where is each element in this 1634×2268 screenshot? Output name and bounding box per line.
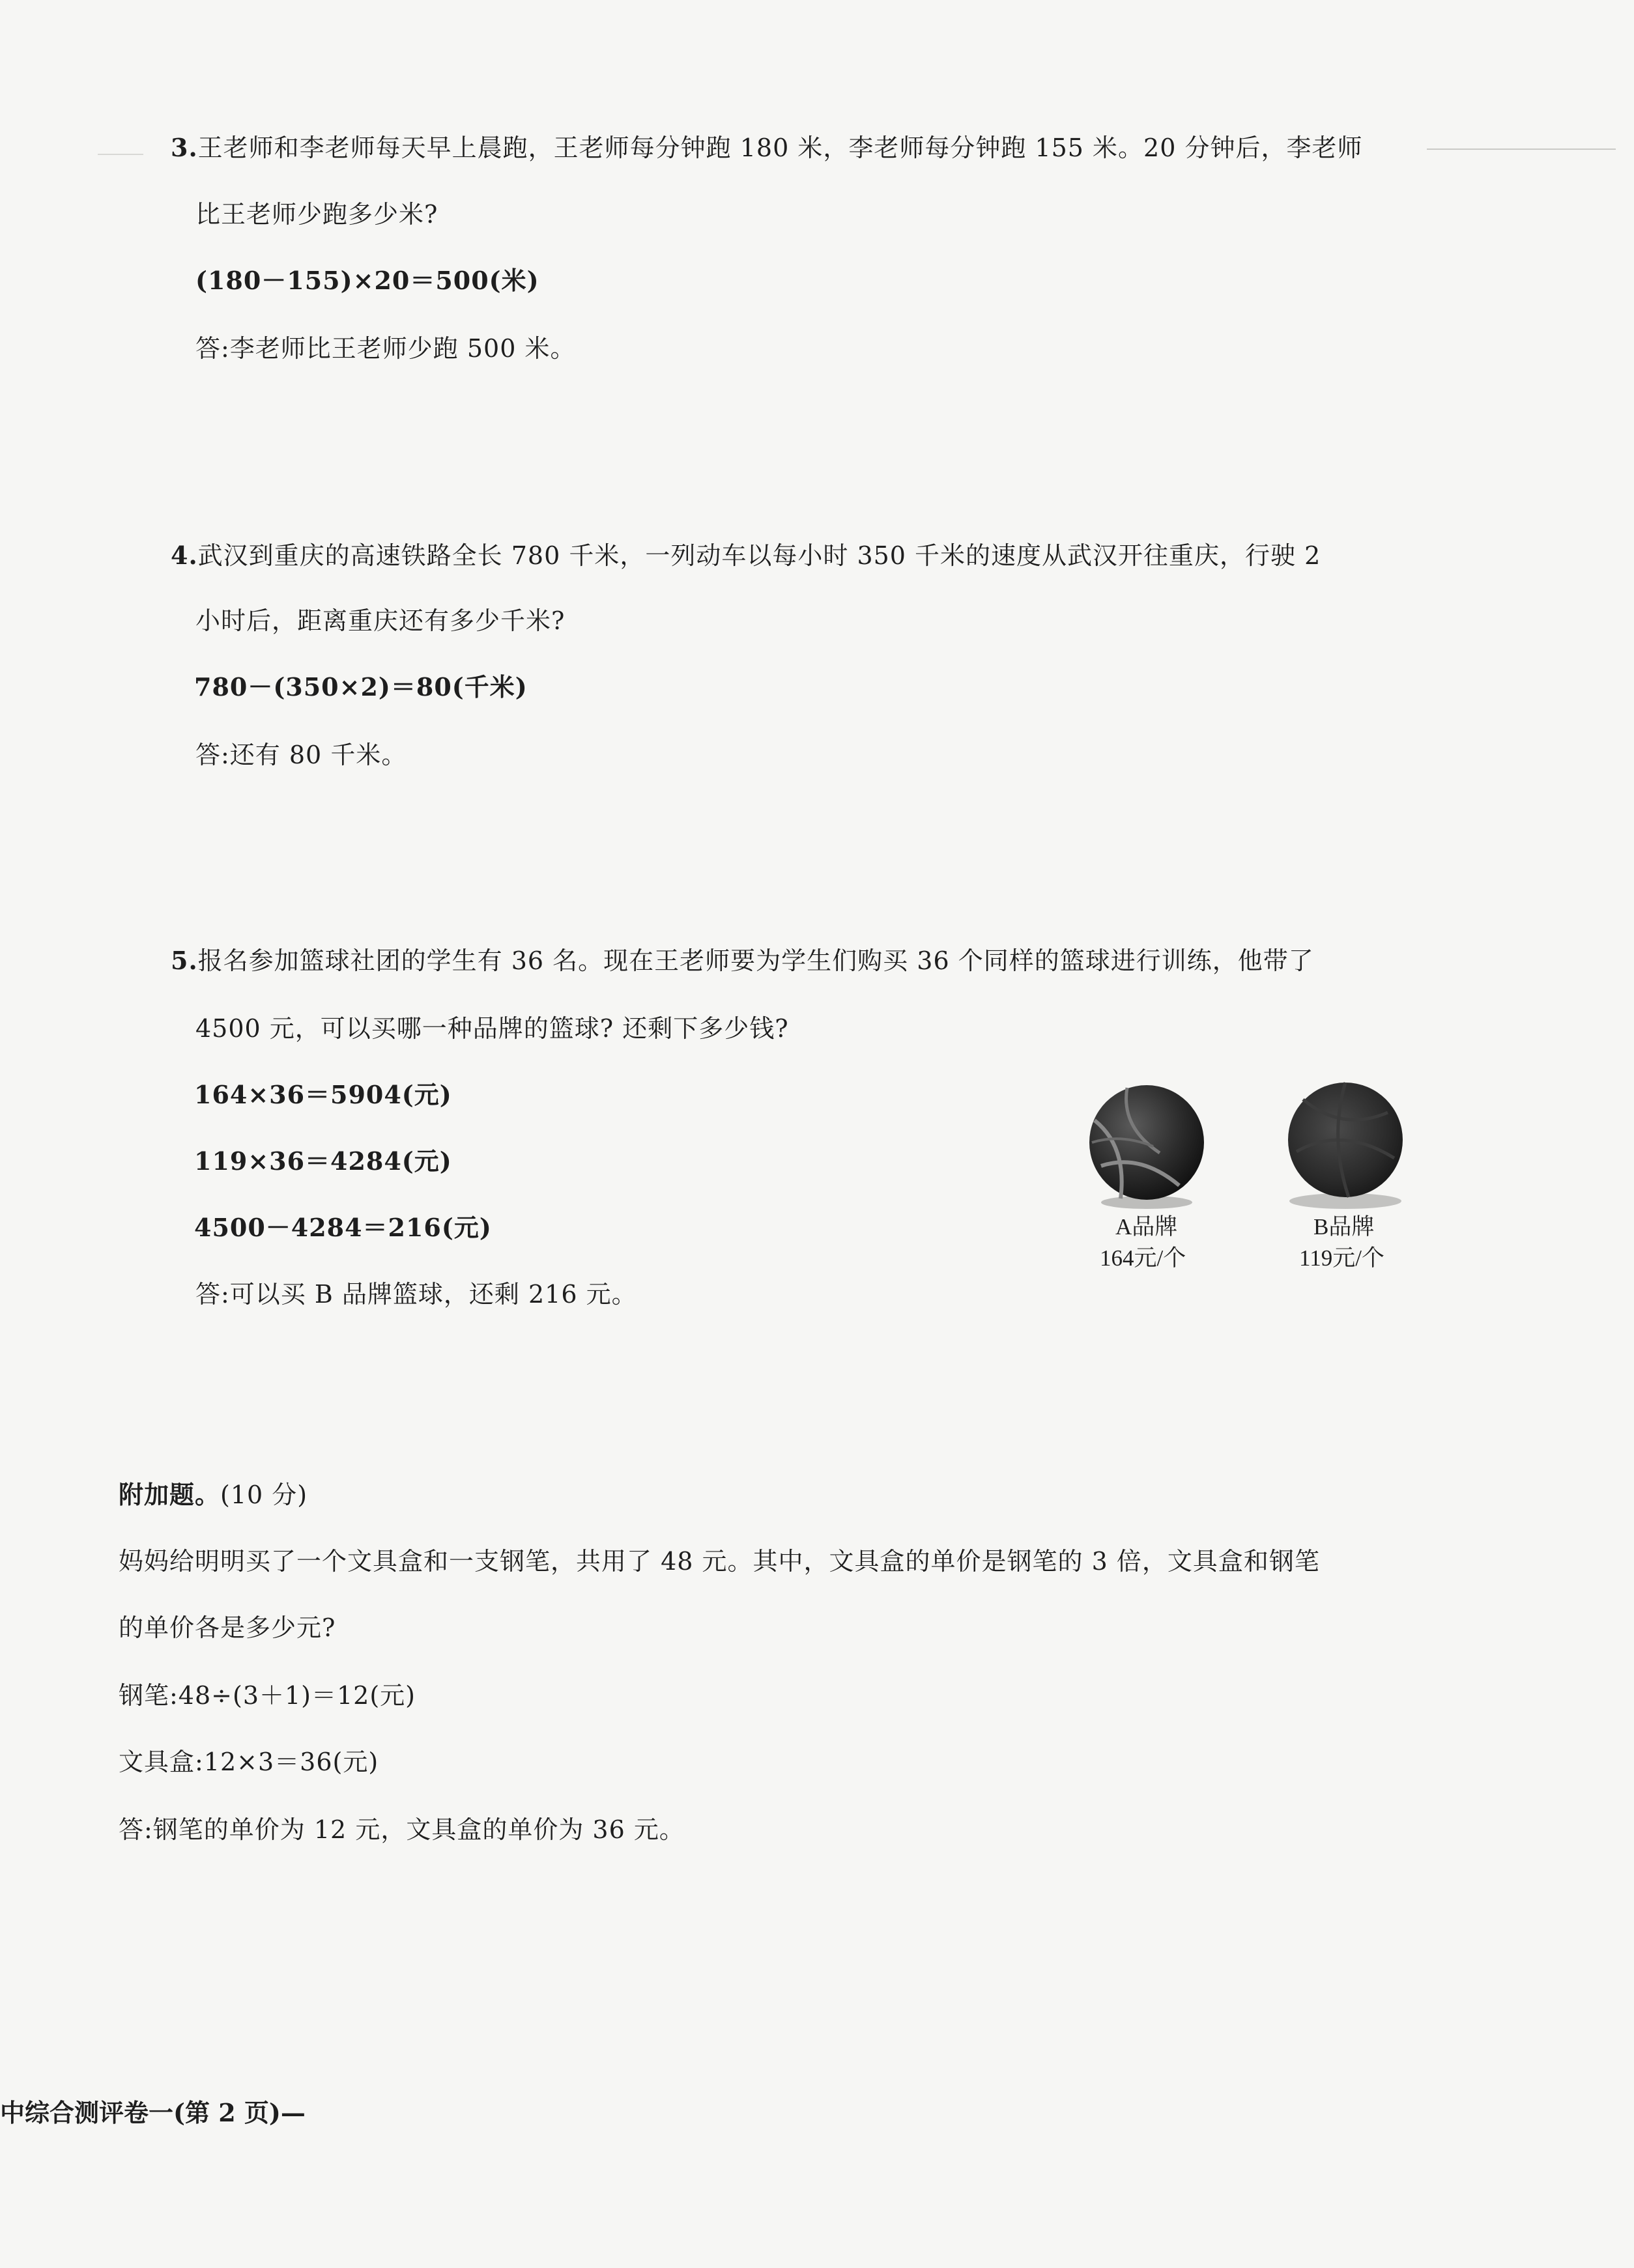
bonus-text-line2: 的单价各是多少元?	[119, 1613, 336, 1642]
bonus-text-line1: 妈妈给明明买了一个文具盒和一支钢笔，共用了 48 元。其中，文具盒的单价是钢笔的 3 倍，文具盒和钢笔	[119, 1547, 1320, 1576]
basketball-b-icon	[1277, 1073, 1414, 1218]
bonus-title: 附加题。	[119, 1480, 221, 1509]
q3-text-line1: 王老师和李老师每天早上晨跑，王老师每分钟跑 180 米，李老师每分钟跑 155 米。20 分钟后，李老师	[197, 134, 1363, 162]
q4-text-line1: 武汉到重庆的高速铁路全长 780 千米，一列动车以每小时 350 千米的速度从武汉开往重庆，行驶 2	[197, 541, 1321, 570]
basketball-a-icon	[1082, 1075, 1212, 1218]
q3-formula: (180－155)×20＝500(米)	[195, 266, 539, 295]
top-rule	[1427, 149, 1616, 150]
q4-number: 4.	[171, 541, 198, 570]
q5-answer: 答:可以买 B 品牌篮球，还剩 216 元。	[195, 1280, 637, 1309]
q5-line1	[171, 948, 1314, 973]
q5-text-line2: 4500 元，可以买哪一种品牌的篮球? 还剩下多少钱?	[195, 1014, 789, 1043]
q5-formula2: 119×36＝4284(元)	[194, 1146, 452, 1176]
q3-text-line2: 比王老师少跑多少米?	[195, 200, 438, 229]
q3-line1	[171, 135, 1363, 160]
q3-answer: 答:李老师比王老师少跑 500 米。	[195, 334, 576, 363]
bonus-score: (10 分)	[220, 1481, 308, 1509]
q4-text-line2: 小时后，距离重庆还有多少千米?	[195, 606, 566, 635]
bonus-title-line	[119, 1482, 308, 1507]
brand-a-price: 164元/个	[1100, 1245, 1186, 1271]
q5-number: 5.	[171, 946, 198, 975]
bonus-answer: 答:钢笔的单价为 12 元，文具盒的单价为 36 元。	[119, 1815, 685, 1844]
q5-formula3: 4500－4284＝216(元)	[194, 1213, 492, 1242]
q4-answer: 答:还有 80 千米。	[195, 741, 407, 769]
bonus-formula2: 文具盒:12×3＝36(元)	[119, 1748, 379, 1776]
brand-b-price: 119元/个	[1299, 1245, 1384, 1271]
q3-number: 3.	[171, 133, 198, 162]
q5-text-line1: 报名参加篮球社团的学生有 36 名。现在王老师要为学生们购买 36 个同样的篮球进行训练，他带了	[197, 946, 1314, 975]
page-footer: 中综合测评卷一(第 2 页)—	[0, 2098, 306, 2127]
q5-formula1: 164×36＝5904(元)	[194, 1080, 452, 1109]
brand-a-name: A品牌	[1115, 1214, 1178, 1240]
q4-formula: 780－(350×2)＝80(千米)	[194, 672, 528, 702]
bonus-formula1: 钢笔:48÷(3＋1)＝12(元)	[119, 1681, 416, 1710]
brand-b-name: B品牌	[1313, 1214, 1375, 1240]
q4-line1	[171, 543, 1321, 568]
top-rule-left	[98, 154, 143, 155]
